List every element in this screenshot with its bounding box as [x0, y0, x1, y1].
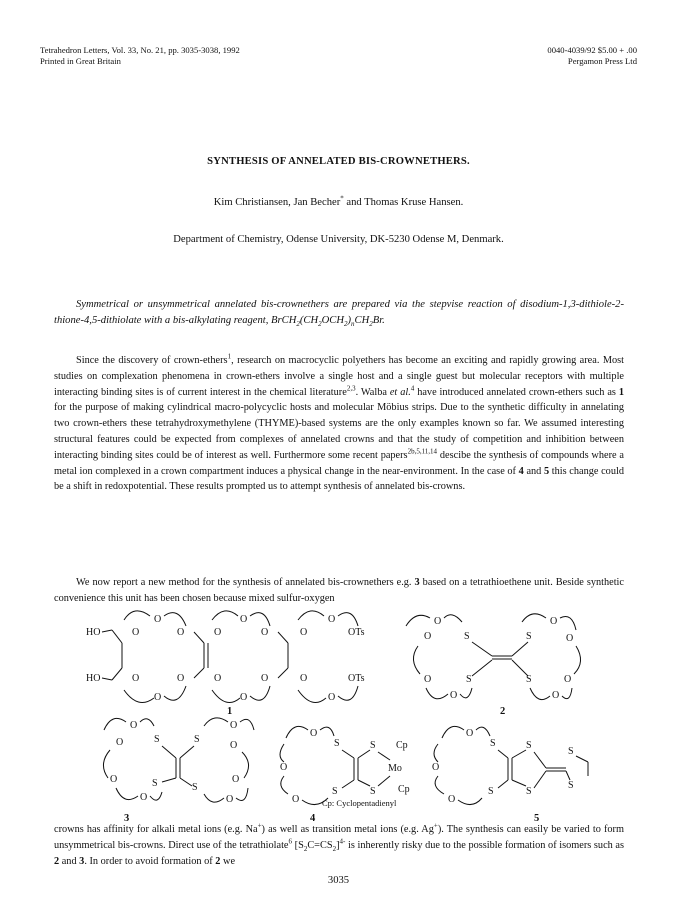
atom-o: O — [552, 690, 560, 701]
body-text: have introduced annelated crown-ethers such as — [414, 386, 619, 398]
body-text: Since the discovery of crown-ethers — [76, 355, 228, 366]
chemical-structures-figure — [54, 608, 624, 823]
compound-ref: 3 — [414, 577, 420, 588]
subscript: 2 — [318, 320, 322, 329]
atom-o: O — [261, 627, 269, 638]
atom-s: S — [152, 778, 158, 789]
authors — [0, 194, 677, 208]
superscript: 4- — [339, 837, 346, 846]
atom-o: O — [132, 627, 140, 638]
atom-s: S — [466, 674, 472, 685]
atom-s: S — [526, 786, 532, 797]
atom-o: O — [230, 740, 238, 751]
reference-mark: 4 — [410, 384, 415, 393]
atom-s: S — [334, 738, 340, 749]
atom-o: O — [240, 692, 248, 703]
paragraph-method — [54, 575, 624, 607]
paragraph-synthesis — [54, 822, 624, 869]
body-text: ] — [336, 839, 340, 851]
atom-ots: OTs — [348, 627, 365, 638]
body-text: crowns has affinity for alkali metal ions (e.g. Na — [54, 824, 258, 835]
compound-1-structure — [86, 611, 365, 717]
subscript: 2 — [369, 320, 373, 329]
atom-o: O — [154, 692, 162, 703]
atom-o: O — [550, 616, 558, 627]
atom-s: S — [568, 780, 574, 791]
body-text: this change could be a shift in redoxpotential. These results prompted us to attempt synthesis of annelated bis-crowns. — [54, 465, 624, 493]
atom-o: O — [328, 692, 336, 703]
atom-cp: Cp — [398, 784, 410, 795]
compound-ref: 2 — [54, 855, 60, 867]
atom-o: O — [232, 774, 240, 785]
body-text: and — [59, 855, 80, 867]
body-text: , research on macrocyclic polyethers has become an exciting and rapidly growing area. Most studies on complexation phenomena in crown-ethers involve a single host and a single guest but molecular receptors with multiple interacting binding sites is of current interest in the chemical literature — [54, 355, 625, 398]
atom-s: S — [526, 631, 532, 642]
atom-o: O — [116, 737, 124, 748]
reference-mark: 1 — [227, 352, 232, 361]
atom-o: O — [300, 673, 308, 684]
compound-3-structure — [103, 718, 254, 823]
abstract-text: ) — [347, 315, 352, 326]
atom-o: O — [328, 614, 336, 625]
atom-s: S — [192, 782, 198, 793]
body-text: . In order to avoid formation of — [84, 855, 216, 867]
subscript: 2 — [303, 844, 308, 853]
publisher-header — [547, 45, 637, 67]
atom-s: S — [526, 740, 532, 751]
journal-header — [40, 45, 240, 67]
atom-o: O — [214, 627, 222, 638]
body-text: [S — [292, 839, 304, 851]
atom-s: S — [194, 734, 200, 745]
subscript: 2 — [332, 844, 337, 853]
atom-s: S — [526, 674, 532, 685]
atom-mo: Mo — [388, 763, 402, 774]
atom-o: O — [432, 762, 440, 773]
body-text: is inherently risky due to the possible formation of isomers such as — [345, 839, 624, 851]
reference-mark: 2,3 — [346, 384, 356, 393]
body-text: we — [220, 855, 236, 867]
atom-o: O — [240, 614, 248, 625]
compound-label-3: 3 — [124, 813, 130, 823]
atom-o: O — [434, 616, 442, 627]
compound-label-2: 2 — [500, 706, 506, 717]
et-al: et al. — [389, 386, 411, 398]
atom-o: O — [110, 774, 118, 785]
atom-o: O — [466, 728, 474, 739]
body-text: based on a tetrathioethene unit. Beside synthetic convenience this unit has been chosen because mixed sulfur-oxygen — [54, 577, 624, 604]
body-text: We now report a new method for the synthesis of annelated bis-crownethers e.g. — [76, 577, 415, 588]
journal-citation: Tetrahedron Letters, Vol. 33, No. 21, pp. 3035-3038, 1992 — [40, 45, 240, 55]
compound-label-4: 4 — [310, 813, 316, 823]
atom-o: O — [292, 794, 300, 805]
compound-label-1: 1 — [227, 706, 233, 717]
abstract-text: CH — [354, 315, 370, 326]
body-text: descibe the synthesis of compounds where a metal ion complexed in a crown compartment induces a physical change in the near-environment. In the case of — [54, 449, 624, 477]
atom-cp: Cp — [396, 740, 408, 751]
atom-o: O — [280, 762, 288, 773]
atom-ho: HO — [86, 627, 101, 638]
body-text: ). The synthesis can easily be varied to form unsymmetrical bis-crowns. Direct use of the tetrathiolate — [54, 824, 624, 851]
atom-o: O — [226, 794, 234, 805]
publisher-name: Pergamon Press Ltd — [567, 56, 637, 66]
paper-title: SYNTHESIS OF ANNELATED BIS-CROWNETHERS. — [207, 156, 470, 167]
superscript: + — [257, 821, 262, 830]
compound-ref: 4 — [518, 465, 524, 477]
abstract-text: Symmetrical or unsymmetrical annelated bis-crownethers are prepared via the stepvise reaction of disodium-1,3-dithiole-2-thione-4,5-dithiolate with a bis-alkylating reagent, BrCH — [54, 299, 624, 326]
page-number: 3035 — [327, 875, 350, 886]
atom-o: O — [154, 614, 162, 625]
compound-label-5: 5 — [534, 813, 540, 823]
reference-mark: 6 — [288, 837, 293, 846]
body-text: C=CS — [307, 839, 333, 851]
corresponding-mark: * — [340, 194, 344, 203]
subscript: 2 — [296, 320, 300, 329]
atom-o: O — [261, 673, 269, 684]
structures-svg — [54, 608, 624, 823]
abstract-text: Br. — [372, 315, 385, 326]
atom-o: O — [450, 690, 458, 701]
abstract — [54, 297, 624, 329]
atom-s: S — [370, 740, 376, 751]
atom-o: O — [177, 673, 185, 684]
atom-o: O — [214, 673, 222, 684]
atom-o: O — [140, 792, 148, 803]
printed-in: Printed in Great Britain — [40, 56, 121, 66]
body-text: ) as well as transition metal ions (e.g. Ag — [261, 824, 434, 835]
authors-part-1: Kim Christiansen, Jan Becher — [213, 197, 341, 208]
abstract-text: (CH — [299, 315, 319, 326]
atom-s: S — [332, 786, 338, 797]
compound-5-structure — [432, 726, 588, 823]
abstract-text: OCH — [321, 315, 344, 326]
body-text: and — [523, 465, 544, 477]
atom-ho: HO — [86, 673, 101, 684]
compound-ref: 1 — [618, 386, 624, 398]
atom-s: S — [488, 786, 494, 797]
compound-2-structure — [406, 614, 581, 717]
atom-o: O — [424, 674, 432, 685]
atom-o: O — [566, 633, 574, 644]
subscript: 2 — [343, 320, 348, 329]
affiliation: Department of Chemistry, Odense University, DK-5230 Odense M, Denmark. — [173, 234, 504, 245]
atom-s: S — [154, 734, 160, 745]
atom-o: O — [132, 673, 140, 684]
atom-s: S — [490, 738, 496, 749]
atom-ots: OTs — [348, 673, 365, 684]
atom-o: O — [310, 728, 318, 739]
atom-o: O — [300, 627, 308, 638]
atom-s: S — [568, 746, 574, 757]
compound-4-structure — [280, 726, 410, 823]
atom-o: O — [564, 674, 572, 685]
atom-o: O — [230, 720, 238, 731]
compound-ref: 3 — [79, 855, 85, 867]
atom-o: O — [448, 794, 456, 805]
cp-footnote: Cp: Cyclopentadienyl — [322, 798, 397, 808]
compound-ref: 5 — [543, 465, 550, 477]
price-code: 0040-4039/92 $5.00 + .00 — [547, 45, 637, 55]
atom-s: S — [464, 631, 470, 642]
paragraph-intro — [54, 353, 624, 495]
subscript: n — [351, 320, 355, 329]
atom-o: O — [424, 631, 432, 642]
body-text: for the purpose of making cylindrical macro-polycyclic hosts and molecular Möbius strips. Due to the synthetic difficulty in annelating two crown-ethers these tetrahydroxymethylene (THYME)-based systems are the only examples known so far. We assumed interesting structural features could be expected from complexes of annelated crowns and that the study of competition and inhibition between interacting binding sites could be of interest as well. Furthermore some recent papers — [54, 402, 624, 461]
atom-s: S — [370, 786, 376, 797]
compound-ref: 2 — [215, 855, 221, 867]
body-text: . Walba — [355, 386, 390, 398]
atom-o: O — [130, 720, 138, 731]
superscript: + — [433, 821, 438, 830]
atom-o: O — [177, 627, 185, 638]
reference-mark: 2b,5,11,14 — [407, 447, 438, 456]
authors-part-2: and Thomas Kruse Hansen. — [343, 197, 464, 208]
